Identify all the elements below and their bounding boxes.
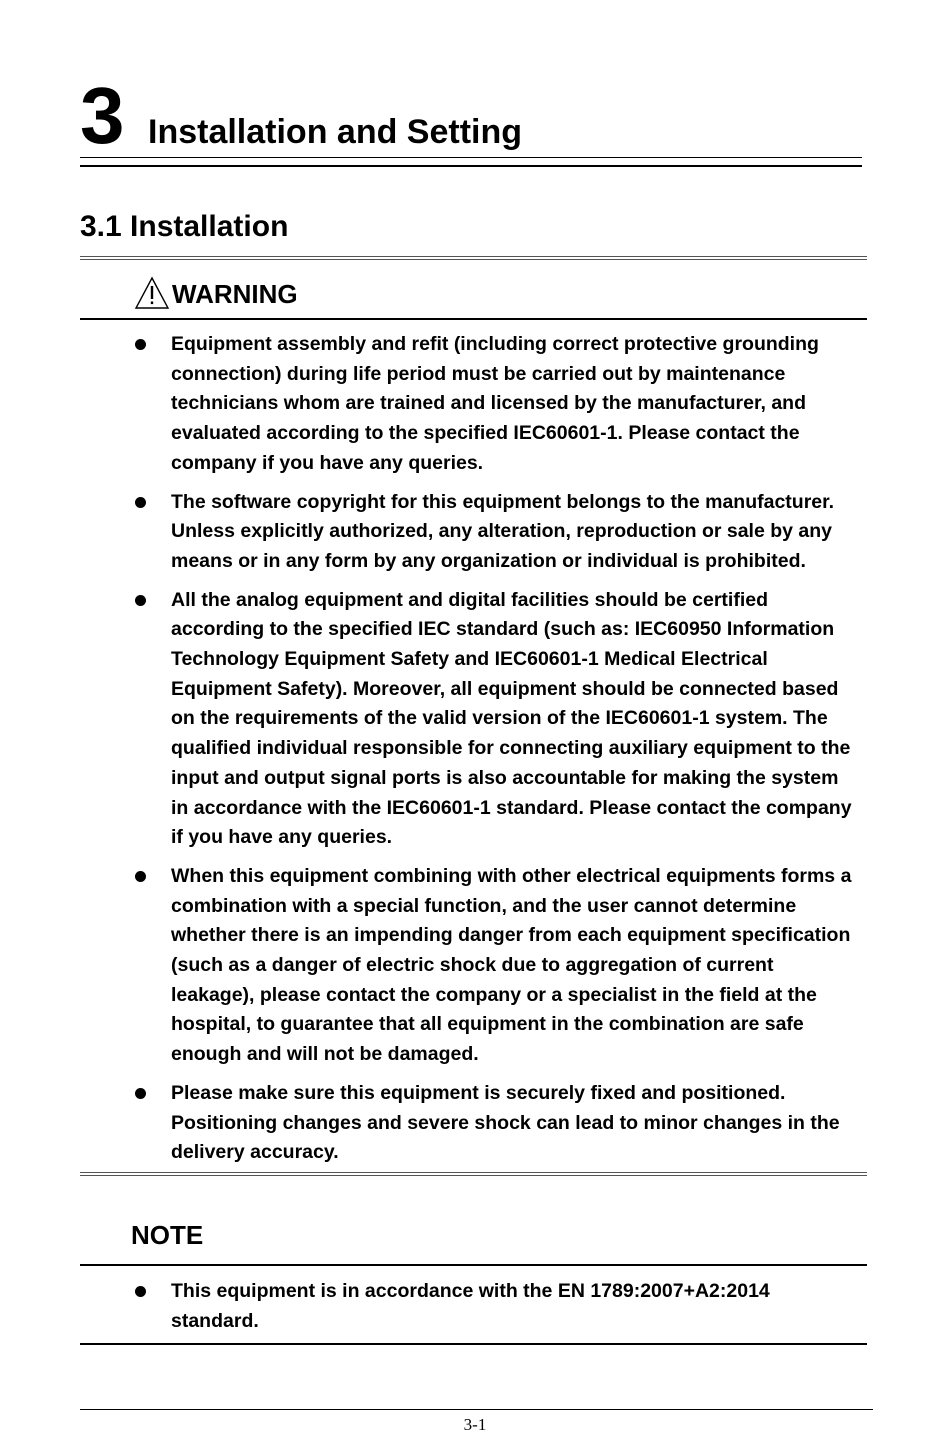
- warning-top-divider: [80, 256, 867, 260]
- page-number: 3-1: [463, 1415, 487, 1434]
- warning-item: [0, 1079, 861, 1168]
- note-header-divider: [80, 1264, 867, 1266]
- bullet-icon: [135, 595, 146, 606]
- warning-item-text: When this equipment combining with other electrical equipments forms a combination with a special function, and the user cannot determine whether there is an impending danger from each equipment specification (such as a danger of electric shock due to aggregation of current leakage), please contact the company or a specialist in the field at the hospital, to guarantee that all equipment in the combination are safe enough and will not be damaged.: [171, 864, 852, 1066]
- note-item-text: This equipment is in accordance with the EN 1789:2007+A2:2014 standard.: [171, 1280, 770, 1332]
- bullet-icon: [135, 871, 146, 882]
- note-label: NOTE: [131, 1220, 204, 1250]
- warning-triangle-icon: [134, 276, 170, 310]
- warning-header: [134, 270, 298, 310]
- bullet-icon: [135, 1088, 146, 1099]
- note-item: [0, 1277, 861, 1336]
- warning-list: [0, 330, 950, 1177]
- warning-item-text: Equipment assembly and refit (including correct protective grounding connection) during life period must be carried out by maintenance technicians whom are trained and licensed by the manufacturer, and evaluated according to the specified IEC60601-1. Please contact the company if you have any queries.: [171, 333, 819, 474]
- warning-item-text: Please make sure this equipment is securely fixed and positioned. Positioning changes and severe shock can lead to minor changes in the delivery accuracy.: [171, 1081, 840, 1164]
- warning-item: [0, 862, 861, 1070]
- warning-item: [0, 488, 861, 577]
- warning-item-text: The software copyright for this equipment belongs to the manufacturer. Unless explicitly authorized, any alteration, reproduction or sale by any means or in any form by any organization or individual is prohibited.: [171, 490, 835, 572]
- note-list: [0, 1277, 950, 1345]
- bullet-icon: [135, 339, 146, 350]
- warning-bottom-divider: [80, 1172, 867, 1176]
- bullet-icon: [135, 1286, 146, 1297]
- section-title: 3.1 Installation: [80, 210, 289, 243]
- warning-item: [0, 330, 861, 479]
- warning-item: [0, 586, 861, 853]
- warning-header-divider: [80, 318, 867, 320]
- chapter-title: Installation and Setting: [148, 113, 523, 151]
- warning-label: WARNING: [172, 279, 298, 309]
- chapter-divider: [80, 157, 862, 167]
- chapter-heading: [80, 72, 862, 160]
- bullet-icon: [135, 497, 146, 508]
- chapter-number: 3: [80, 71, 125, 160]
- note-bottom-divider: [80, 1343, 867, 1345]
- footer-divider: [80, 1409, 873, 1410]
- warning-item-text: All the analog equipment and digital facilities should be certified according to the specified IEC standard (such as: IEC60950 Information Technology Equipment Safety and IEC60601-1 Medical Electrical Equipment Safety). Moreover, all equipment should be connected based on the requirements of the valid version of the IEC60601-1 system. The qualified individual responsible for connecting auxiliary equipment to the input and output signal ports is also accountable for making the system in accordance with the IEC60601-1 standard. Please contact the company if you have any queries.: [171, 588, 852, 849]
